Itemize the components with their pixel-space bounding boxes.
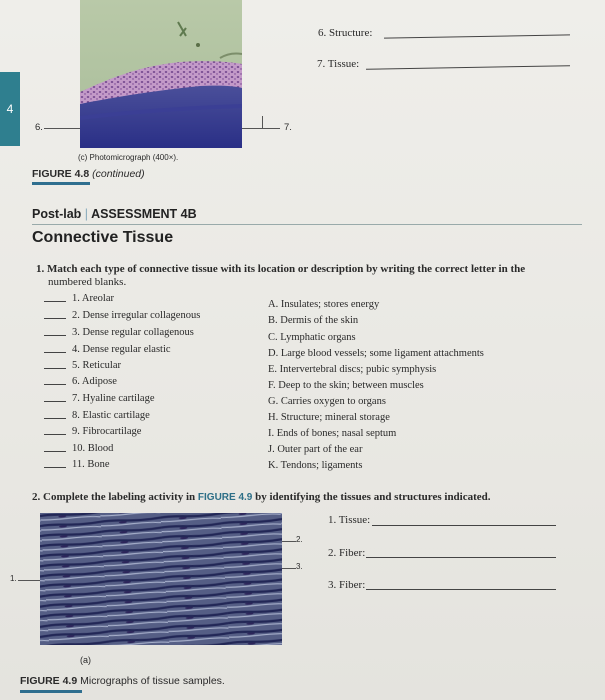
figure-4-8-caption [32,168,145,180]
fig49-answer-3-label: 3. Fiber: [328,579,366,591]
figure-4-8-caption-bold: FIGURE 4.8 [32,168,90,180]
description-k: K. Tendons; ligaments [268,460,363,471]
description-b: B. Dermis of the skin [268,315,359,326]
answer-blank-11[interactable] [44,467,66,468]
description-e: E. Intervertebral discs; pubic symphysis [268,364,437,375]
tissue-item-3: 3. Dense regular collagenous [44,327,194,338]
caption-accent-bar-2 [20,690,82,693]
structure-label: 6. Structure: [318,27,373,39]
leader-line-fig49-3 [282,568,296,569]
leader-line-fig49-1 [18,580,40,581]
question-2-start: 2. Complete the labeling activity in [32,491,198,503]
figure-4-9-caption-bold: FIGURE 4.9 [20,675,78,687]
question-2-end: by identifying the tissues and structures indicated. [252,491,491,503]
question-1-line-1: 1. Match each type of connective tissue with its location or description by writing the correct letter in the [36,263,526,275]
description-f: F. Deep to the skin; between muscles [268,380,424,391]
fig49-answer-3-blank[interactable] [366,589,556,590]
leader-line-6 [44,128,80,129]
answer-blank-10[interactable] [44,451,66,452]
label-6: 6. [35,122,43,133]
tissue-item-7: 7. Hyaline cartilage [44,393,155,404]
tissue-blank[interactable] [366,65,570,70]
tissue-item-1: 1. Areolar [44,293,114,304]
fig49-answer-2-label: 2. Fiber: [328,547,366,559]
postlab-header [32,207,197,221]
question-2-text [32,491,491,504]
fig49-label-2: 2. [296,535,303,544]
header-rule [32,224,582,225]
leader-line-7 [242,128,280,129]
answer-blank-7[interactable] [44,401,66,402]
tissue-item-5: 5. Reticular [44,360,121,371]
caption-accent-bar [32,182,90,185]
fig49-label-3: 3. [296,562,303,571]
description-j: J. Outer part of the ear [268,444,363,455]
leader-tick-7 [262,116,263,128]
description-c: C. Lymphatic organs [268,332,356,343]
answer-blank-6[interactable] [44,384,66,385]
fig49-answer-1-blank[interactable] [372,525,556,526]
description-h: H. Structure; mineral storage [268,412,390,423]
description-d: D. Large blood vessels; some ligament attachments [268,348,484,359]
photomicrograph-4-8c [80,0,242,148]
tissue-item-8: 8. Elastic cartilage [44,410,150,421]
tissue-item-11: 11. Bone [44,459,110,470]
question-1-text [36,263,576,289]
figure-4-9-caption [20,675,225,687]
fig49-answer-2-blank[interactable] [366,557,556,558]
question-1-line-2: numbered blanks. [48,276,127,288]
tissue-item-6: 6. Adipose [44,376,117,387]
photomicrograph-sublabel: (c) Photomicrograph (400×). [78,153,179,162]
postlab-label: Post-lab [32,207,82,221]
answer-blank-4[interactable] [44,352,66,353]
chapter-tab: 4 [0,72,20,146]
tissue-item-4: 4. Dense regular elastic [44,344,171,355]
answer-blank-3[interactable] [44,335,66,336]
answer-blank-5[interactable] [44,368,66,369]
description-a: A. Insulates; stores energy [268,299,380,310]
section-title: Connective Tissue [32,229,174,246]
tissue-item-9: 9. Fibrocartilage [44,426,141,437]
structure-blank[interactable] [384,34,570,38]
fig49-answer-1-label: 1. Tissue: [328,514,371,526]
micrograph-sublabel: (a) [80,655,91,665]
tissue-label: 7. Tissue: [317,58,360,70]
answer-blank-8[interactable] [44,418,66,419]
figure-4-9-caption-rest: Micrographs of tissue samples. [80,675,225,687]
tissue-item-10: 10. Blood [44,443,113,454]
assessment-label: ASSESSMENT 4B [91,207,197,221]
label-7: 7. [284,122,292,133]
tissue-item-2: 2. Dense irregular collagenous [44,310,200,321]
description-i: I. Ends of bones; nasal septum [268,428,397,439]
fig49-label-1: 1. [10,574,17,583]
description-g: G. Carries oxygen to organs [268,396,386,407]
question-2-figure-ref: FIGURE 4.9 [197,492,253,503]
leader-line-fig49-2 [282,541,296,542]
figure-4-8-caption-rest: (continued) [92,168,145,180]
answer-blank-2[interactable] [44,318,66,319]
answer-blank-1[interactable] [44,301,66,302]
micrograph-4-9a [40,513,282,645]
answer-blank-9[interactable] [44,434,66,435]
header-divider: | [84,207,89,221]
